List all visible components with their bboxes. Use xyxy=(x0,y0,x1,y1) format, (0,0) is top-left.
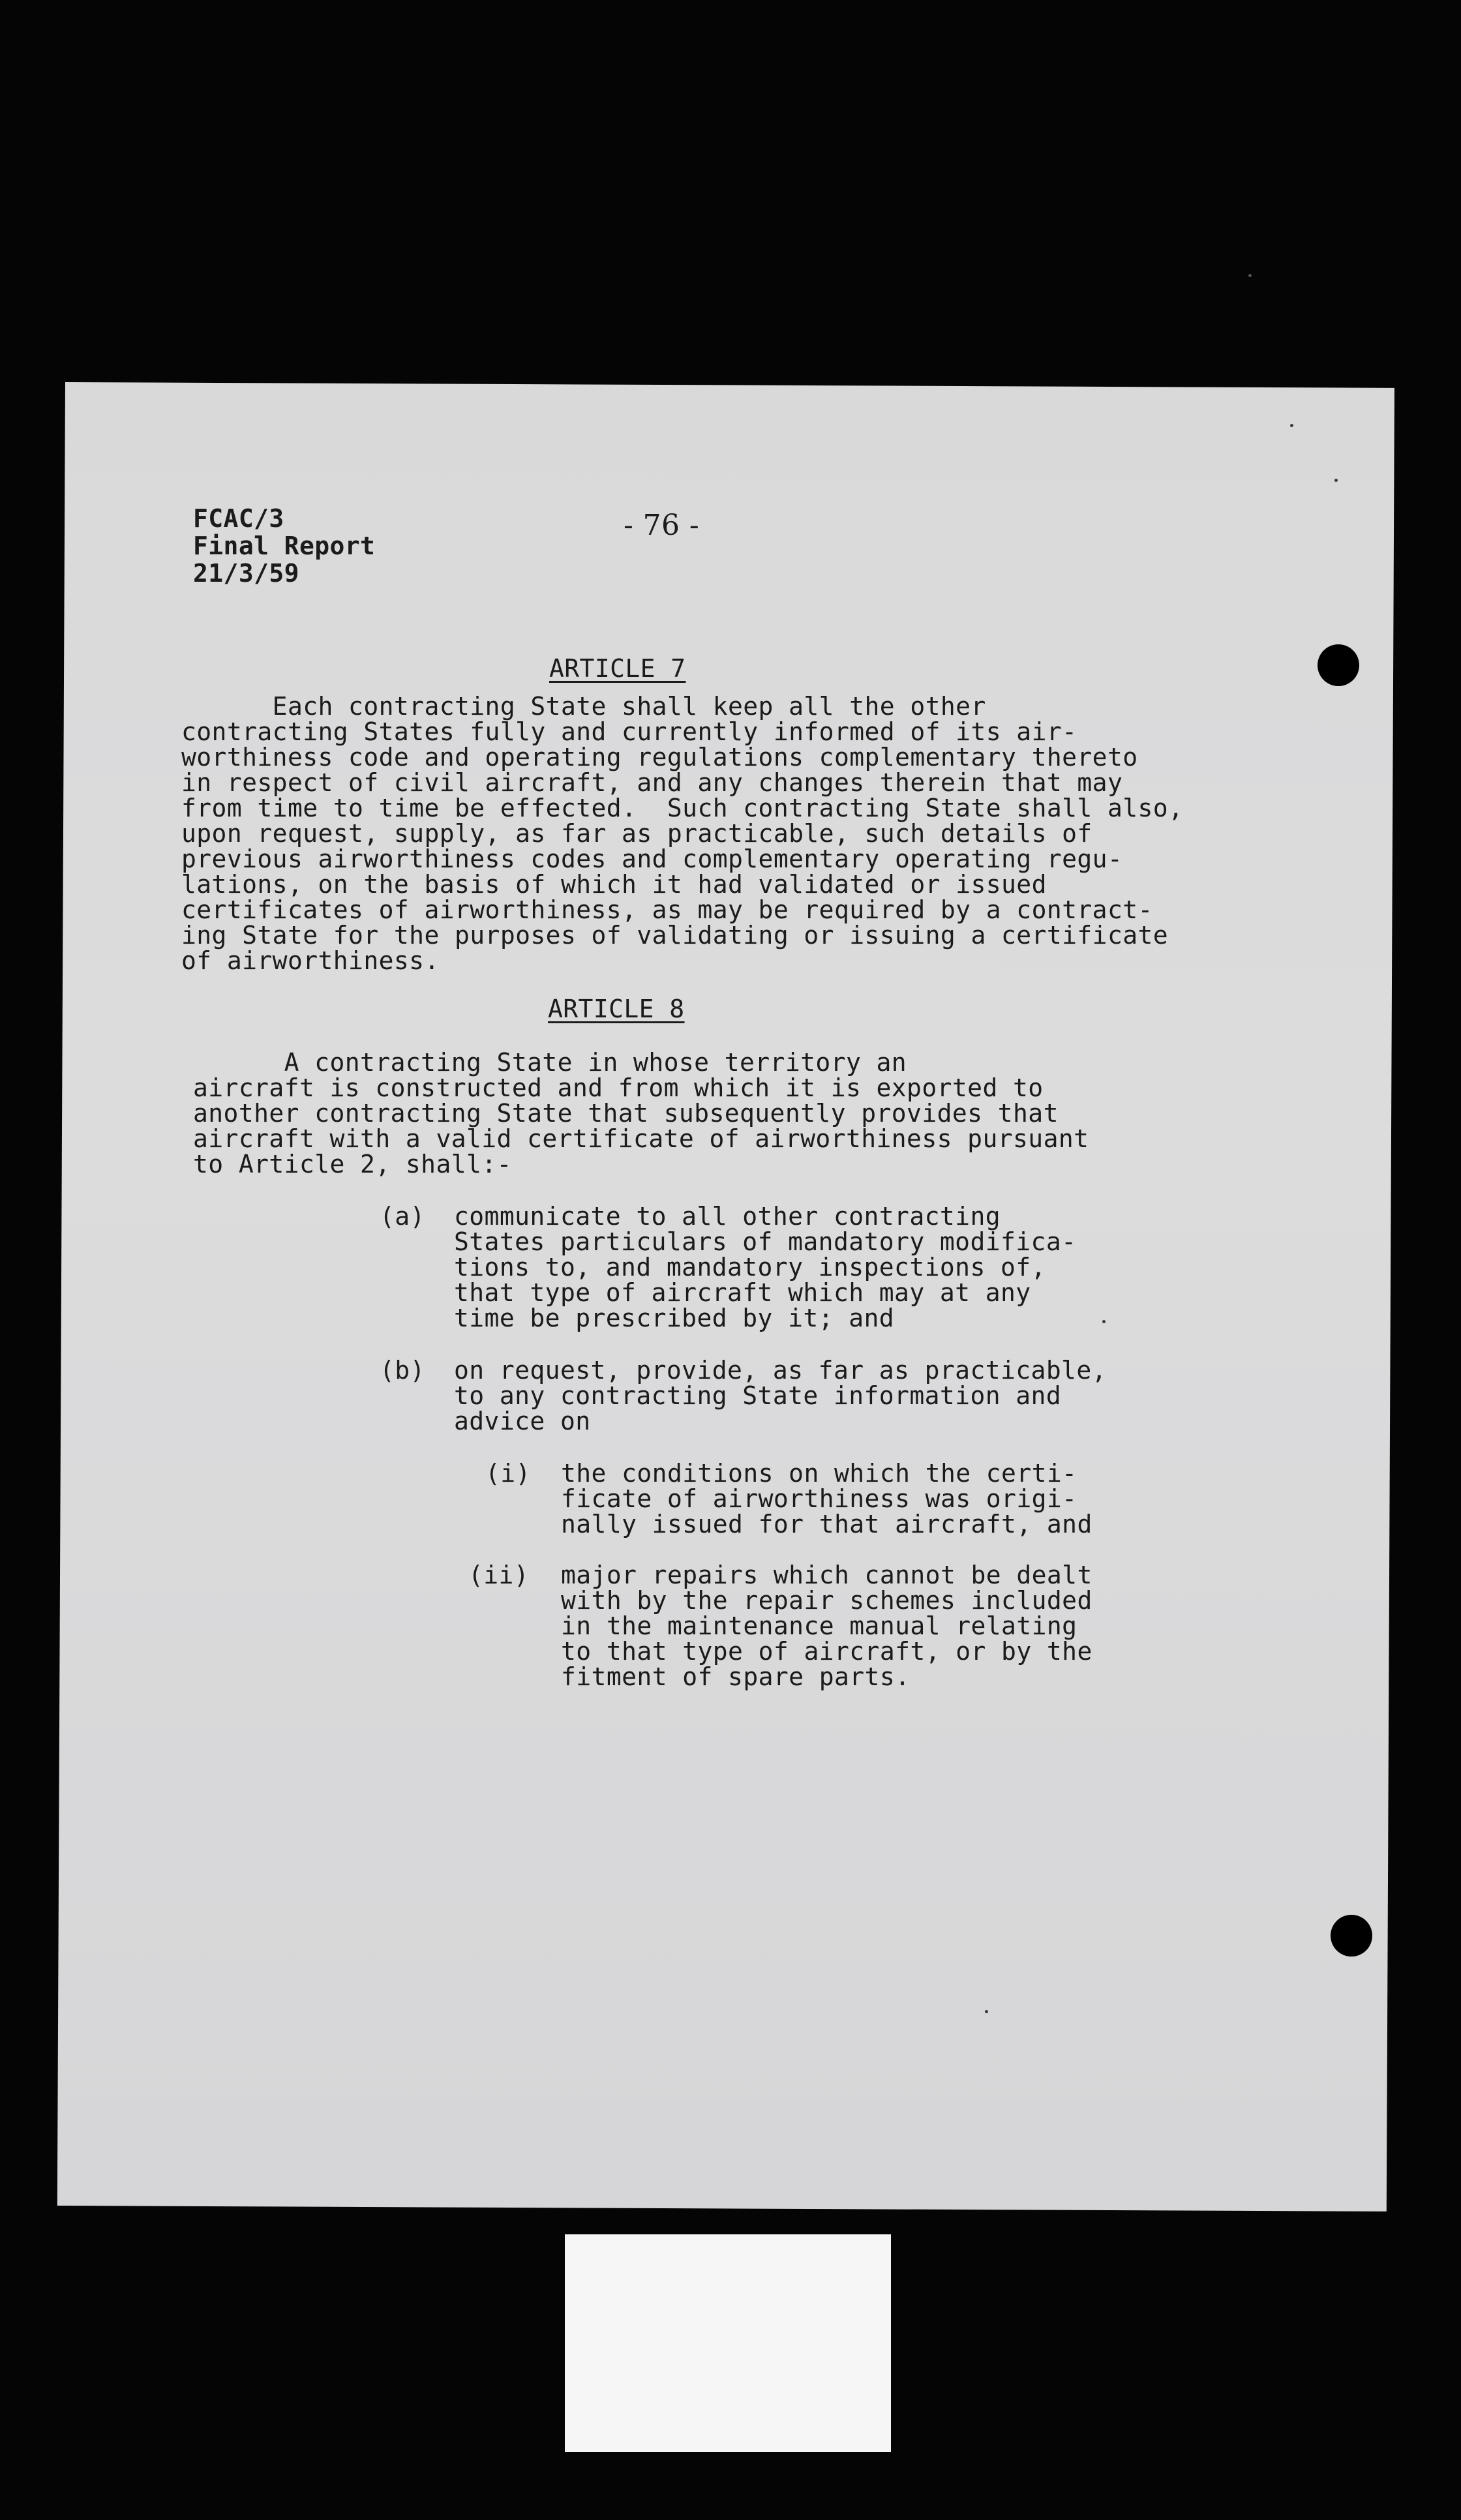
text-line: worthiness code and operating regulations complementary thereto xyxy=(181,743,1138,772)
page-number: - 76 - xyxy=(624,509,700,542)
scan-speck xyxy=(1102,1320,1106,1323)
text-line: aircraft is constructed and from which it is exported to xyxy=(193,1073,1044,1102)
punch-hole-bottom xyxy=(1331,1915,1372,1957)
text-line: in respect of civil aircraft, and any changes therein that may xyxy=(181,768,1123,797)
text-line: from time to time be effected. Such contracting State shall also, xyxy=(181,794,1184,822)
text-line: another contracting State that subsequently provides that xyxy=(193,1099,1059,1128)
text-line: States particulars of mandatory modifica- xyxy=(454,1227,1077,1256)
article-8-intro xyxy=(193,1050,1089,1177)
text-line: that type of aircraft which may at any xyxy=(454,1278,1031,1307)
text-line: the conditions on which the certi- xyxy=(561,1459,1077,1488)
text-line: on request, provide, as far as practicable, xyxy=(454,1356,1107,1385)
text-line: lations, on the basis of which it had validated or issued xyxy=(181,870,1047,899)
reference-date: 21/3/59 xyxy=(193,559,299,588)
text-line: upon request, supply, as far as practicable, such details of xyxy=(181,819,1092,848)
item-i-body xyxy=(561,1461,1092,1537)
item-a-label: (a) xyxy=(380,1202,425,1231)
item-a-body xyxy=(454,1204,1076,1331)
scan-speck xyxy=(1334,479,1338,482)
text-line: ing State for the purposes of validating or issuing a certificate xyxy=(181,921,1169,950)
text-line: in the maintenance manual relating xyxy=(561,1612,1077,1640)
reference-code: FCAC/3 xyxy=(193,504,284,533)
item-ii-body xyxy=(561,1563,1092,1690)
article-8-heading: ARTICLE 8 xyxy=(548,995,685,1023)
reference-title: Final Report xyxy=(193,532,376,560)
punch-hole-top xyxy=(1318,644,1359,686)
text-line: nally issued for that aircraft, and xyxy=(561,1510,1092,1538)
article-7-body xyxy=(181,694,1183,974)
text-line: with by the repair schemes included xyxy=(561,1586,1092,1615)
text-line: tions to, and mandatory inspections of, xyxy=(454,1253,1046,1282)
article-7-heading: ARTICLE 7 xyxy=(549,654,686,683)
item-ii-label: (ii) xyxy=(468,1561,530,1589)
text-line: major repairs which cannot be dealt xyxy=(561,1561,1092,1589)
scan-speck xyxy=(1248,274,1252,277)
text-line: to that type of aircraft, or by the xyxy=(561,1637,1092,1666)
text-line: Each contracting State shall keep all the other xyxy=(181,692,986,721)
text-line: to Article 2, shall:- xyxy=(193,1150,512,1178)
text-line: contracting States fully and currently informed of its air- xyxy=(181,717,1077,746)
item-i-label: (i) xyxy=(485,1459,531,1488)
text-line: to any contracting State information and xyxy=(454,1381,1062,1410)
text-line: fitment of spare parts. xyxy=(561,1662,911,1691)
text-line: advice on xyxy=(454,1407,591,1435)
text-line: certificates of airworthiness, as may be required by a contract- xyxy=(181,895,1153,924)
scan-speck xyxy=(1290,424,1293,427)
item-b-body xyxy=(454,1358,1107,1434)
item-b-label: (b) xyxy=(380,1356,425,1385)
text-line: time be prescribed by it; and xyxy=(454,1304,895,1332)
document-reference xyxy=(193,505,375,587)
text-line: A contracting State in whose territory an xyxy=(193,1048,907,1077)
text-line: aircraft with a valid certificate of airworthiness pursuant xyxy=(193,1124,1089,1153)
text-line: ficate of airworthiness was origi- xyxy=(561,1484,1077,1513)
scan-speck xyxy=(985,2010,988,2013)
text-line: of airworthiness. xyxy=(181,946,440,975)
blank-label-card xyxy=(565,2234,891,2452)
text-line: communicate to all other contracting xyxy=(454,1202,1001,1231)
text-line: previous airworthiness codes and complementary operating regu- xyxy=(181,845,1123,873)
